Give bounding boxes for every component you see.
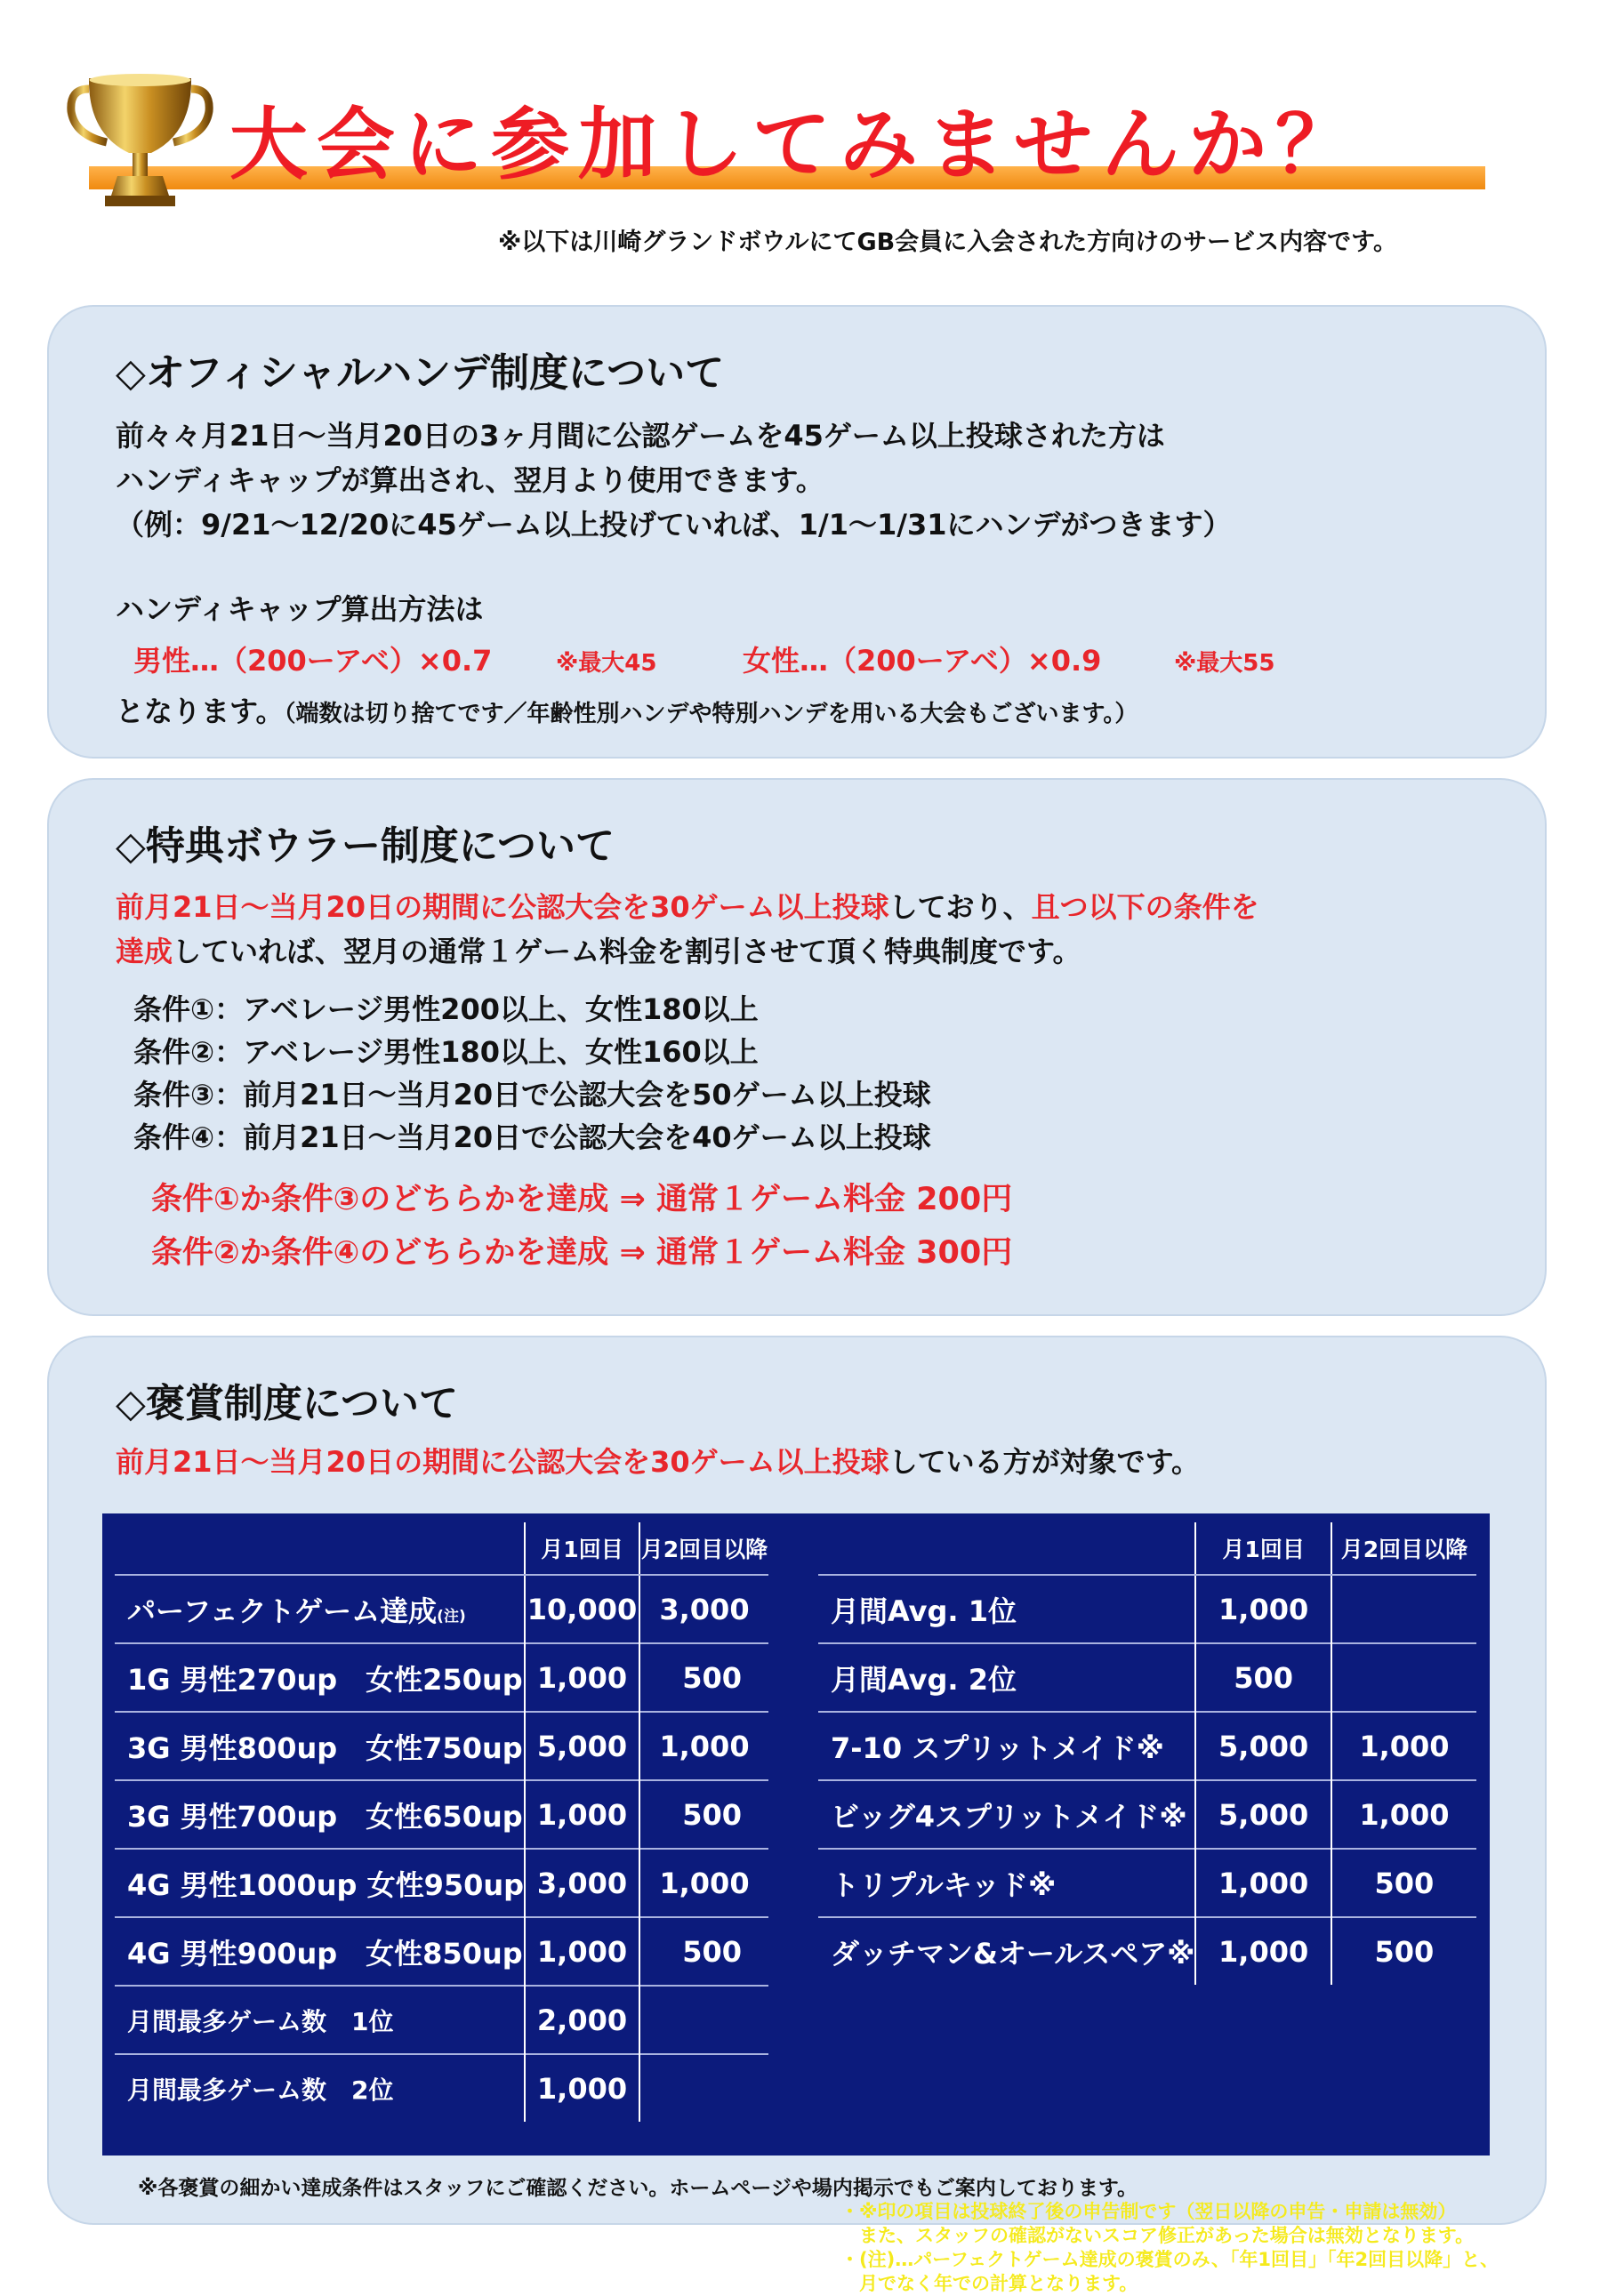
table-row bbox=[818, 1849, 1476, 1917]
award-second-value: 1,000 bbox=[1331, 1780, 1476, 1849]
handicap-closing-note: （端数は切り捨てです／年齢性別ハンデや特別ハンデを用いる大会もございます。） bbox=[284, 701, 1138, 727]
table-row bbox=[818, 1780, 1476, 1849]
bowler-intro-line-1 bbox=[116, 889, 1259, 925]
handicap-line-1: 前々々月21日～当月20日の3ヶ月間に公認ゲームを45ゲーム以上投球された方は bbox=[116, 419, 1165, 453]
award-name: 3G 男性800up 女性750up bbox=[115, 1712, 525, 1780]
male-formula: 男性…（200ーアベ）×0.7 bbox=[133, 644, 493, 678]
award-second-value: 500 bbox=[639, 1917, 768, 1986]
award-first-value: 2,000 bbox=[525, 1986, 639, 2054]
award-name: 3G 男性700up 女性650up bbox=[115, 1780, 525, 1849]
award-second-value: 3,000 bbox=[659, 1592, 750, 1626]
trophy-icon bbox=[62, 71, 218, 213]
handicap-heading: ◇オフィシャルハンデ制度について bbox=[116, 350, 725, 396]
table-row bbox=[818, 1575, 1476, 1643]
handicap-line-2: ハンディキャップが算出され、翌月より使用できます。 bbox=[116, 463, 824, 497]
award-note-line: 月でなく年での計算となります。 bbox=[840, 2273, 1138, 2294]
award-first-value: 1,000 bbox=[1195, 1849, 1331, 1917]
award-first-value: 5,000 bbox=[525, 1712, 639, 1780]
table-row bbox=[115, 1712, 768, 1780]
handicap-closing-main: となります。 bbox=[116, 694, 285, 728]
member-notice: ※以下は川崎グランドボウルにてGB会員に入会された方向けのサービス内容です。 bbox=[498, 229, 1398, 256]
award-second-value bbox=[1331, 1643, 1476, 1712]
condition-3: 条件③：前月21日～当月20日で公認大会を50ゲーム以上投球 bbox=[133, 1078, 931, 1112]
award-name: ダッチマン&オールスペア※ bbox=[818, 1917, 1195, 1985]
award-second-value: 1,000 bbox=[1331, 1712, 1476, 1780]
handicap-example: （例：9/21～12/20に45ゲーム以上投げていれば、1/1～1/31にハンデがつきます） bbox=[116, 508, 1232, 542]
award-note-mark: (注) bbox=[437, 1607, 466, 1626]
award-table-left bbox=[115, 1522, 768, 2122]
award-note-line: また、スタッフの確認がないスコア修正があった場合は無効となります。 bbox=[840, 2225, 1475, 2246]
award-second-value bbox=[1331, 1575, 1476, 1643]
condition-1: 条件①：アベレージ男性200以上、女性180以上 bbox=[133, 992, 759, 1026]
table-header-row bbox=[818, 1522, 1476, 1575]
award-first-value: 1,000 bbox=[525, 1643, 639, 1712]
result-2: 条件②か条件④のどちらかを達成 ⇒ 通常１ゲーム料金 300円 bbox=[151, 1235, 1013, 1271]
award-first-value: 3,000 bbox=[525, 1849, 639, 1917]
table-header-row bbox=[115, 1522, 768, 1575]
table-header-blank bbox=[115, 1522, 525, 1575]
bowler-heading: ◇特典ボウラー制度について bbox=[116, 823, 615, 869]
female-max: ※最大55 bbox=[1174, 650, 1275, 677]
award-first-value: 1,000 bbox=[1195, 1917, 1331, 1985]
award-name-text: パーフェクトゲーム達成 bbox=[127, 1594, 438, 1628]
award-name: 1G 男性270up 女性250up bbox=[115, 1643, 525, 1712]
table-header-blank bbox=[818, 1522, 1195, 1575]
award-second-value bbox=[639, 2054, 768, 2122]
table-row bbox=[818, 1643, 1476, 1712]
award-first-value: 1,000 bbox=[1195, 1575, 1331, 1643]
table-row bbox=[115, 1986, 768, 2054]
award-first-value: 5,000 bbox=[1195, 1780, 1331, 1849]
award-name: 月間最多ゲーム数 1位 bbox=[115, 1986, 525, 2054]
col-first-header: 月1回目 bbox=[1195, 1522, 1331, 1575]
award-note-line: ・※印の項目は投球終了後の申告制です（翌日以降の申告・申請は無効） bbox=[840, 2201, 1457, 2222]
male-max: ※最大45 bbox=[556, 650, 657, 677]
result-1: 条件①か条件③のどちらかを達成 ⇒ 通常１ゲーム料金 200円 bbox=[151, 1182, 1013, 1217]
award-intro-black: している方が対象です。 bbox=[888, 1445, 1201, 1479]
handicap-calc-label: ハンディキャップ算出方法は bbox=[116, 592, 484, 626]
award-section bbox=[47, 1336, 1547, 2294]
award-heading: ◇褒賞制度について bbox=[116, 1381, 458, 1426]
award-notes bbox=[840, 2200, 1534, 2296]
table-row bbox=[115, 2054, 768, 2122]
col-second-header: 月2回目以降 bbox=[1331, 1522, 1476, 1575]
table-row bbox=[115, 1575, 768, 1643]
table-row bbox=[818, 1712, 1476, 1780]
bowler-intro-black-1: しており、 bbox=[888, 890, 1032, 924]
award-note-line: ・(注)…パーフェクトゲーム達成の褒賞のみ、「年1回目」「年2回目以降」と、 bbox=[840, 2249, 1499, 2270]
award-name: 7-10 スプリットメイド※ bbox=[818, 1712, 1195, 1780]
award-name: 4G 男性1000up 女性950up bbox=[115, 1849, 525, 1917]
award-intro-red: 前月21日～当月20日の期間に公認大会を30ゲーム以上投球 bbox=[116, 1445, 889, 1479]
page-title: 大会に参加してみませんか？ bbox=[229, 99, 1363, 190]
col-first-header: 月1回目 bbox=[525, 1522, 639, 1575]
award-first-value: 1,000 bbox=[525, 1780, 639, 1849]
award-second-value: 1,000 bbox=[639, 1712, 768, 1780]
bowler-intro-red-2: 且つ以下の条件を bbox=[1031, 890, 1259, 924]
award-name: 4G 男性900up 女性850up bbox=[115, 1917, 525, 1986]
handicap-closing bbox=[116, 694, 1138, 732]
award-name bbox=[115, 1575, 525, 1643]
award-first-value: 1,000 bbox=[525, 1917, 639, 1986]
bowler-intro-red-1: 前月21日～当月20日の期間に公認大会を30ゲーム以上投球 bbox=[116, 890, 889, 924]
handicap-section bbox=[47, 305, 1547, 759]
award-second-value: 500 bbox=[1331, 1917, 1476, 1985]
award-first-value: 1,000 bbox=[525, 2054, 639, 2122]
award-second-value bbox=[639, 1986, 768, 2054]
table-row bbox=[818, 1917, 1476, 1985]
award-first-value: 500 bbox=[1195, 1643, 1331, 1712]
condition-2: 条件②：アベレージ男性180以上、女性160以上 bbox=[133, 1035, 759, 1069]
award-intro bbox=[116, 1444, 1200, 1480]
award-second-value: 500 bbox=[639, 1643, 768, 1712]
bowler-intro-red-3: 達成 bbox=[116, 935, 173, 968]
bowler-section bbox=[47, 778, 1547, 1316]
award-footer-note: ※各褒賞の細かい達成条件はスタッフにご確認ください。ホームページや場内掲示でもご案内しております。 bbox=[138, 2177, 1138, 2200]
award-name: 月間Avg. 1位 bbox=[831, 1594, 1017, 1628]
award-name: 月間最多ゲーム数 2位 bbox=[115, 2054, 525, 2122]
bowler-intro-line-2 bbox=[116, 934, 1081, 969]
award-name: トリプルキッド※ bbox=[818, 1849, 1195, 1917]
award-second-value: 500 bbox=[1331, 1849, 1476, 1917]
female-formula: 女性…（200ーアベ）×0.9 bbox=[743, 644, 1102, 678]
table-row bbox=[115, 1917, 768, 1986]
col-second-header: 月2回目以降 bbox=[639, 1522, 768, 1575]
bowler-intro-black-2: していれば、翌月の通常１ゲーム料金を割引させて頂く特典制度です。 bbox=[173, 935, 1081, 968]
award-name: ビッグ4スプリットメイド※ bbox=[818, 1780, 1195, 1849]
table-row bbox=[115, 1849, 768, 1917]
award-first-value: 10,000 bbox=[525, 1575, 639, 1643]
award-second-value: 1,000 bbox=[639, 1849, 768, 1917]
award-name: 月間Avg. 2位 bbox=[818, 1643, 1195, 1712]
table-row bbox=[115, 1780, 768, 1849]
table-row bbox=[115, 1643, 768, 1712]
award-first-value: 5,000 bbox=[1195, 1712, 1331, 1780]
award-second-value: 500 bbox=[639, 1780, 768, 1849]
condition-4: 条件④：前月21日～当月20日で公認大会を40ゲーム以上投球 bbox=[133, 1120, 931, 1154]
award-table-right bbox=[818, 1522, 1476, 1985]
